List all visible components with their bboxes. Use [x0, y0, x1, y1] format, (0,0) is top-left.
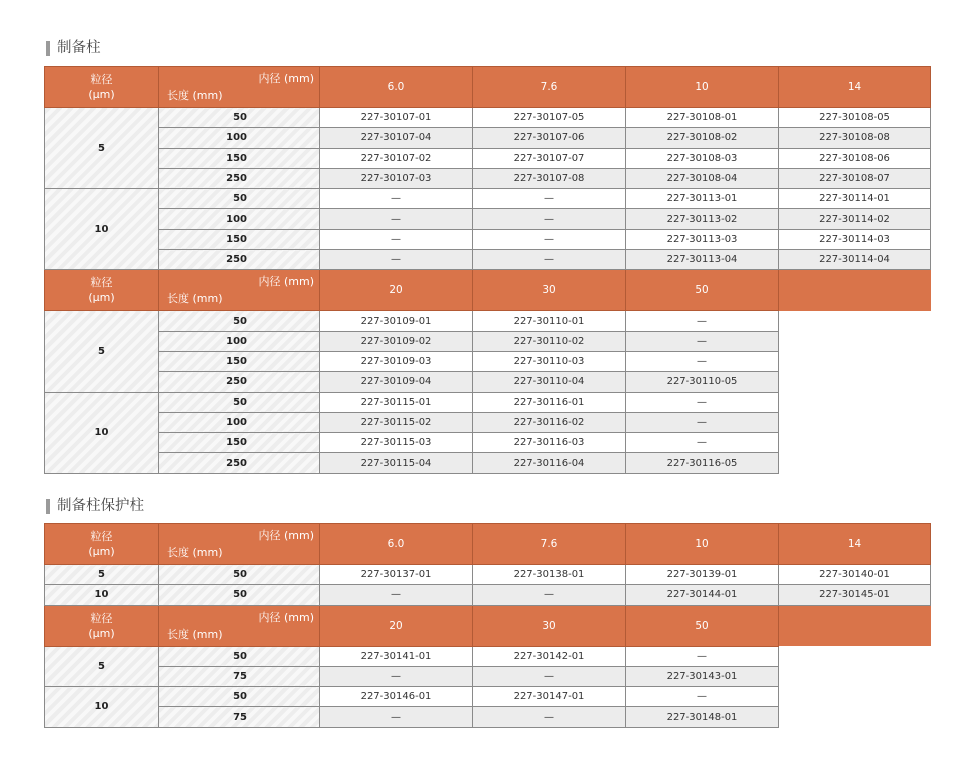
header-row	[45, 67, 931, 108]
part-number-cell: 227-30146-01	[320, 687, 473, 707]
empty-cell	[779, 666, 931, 686]
part-number-cell: 227-30107-02	[320, 148, 473, 168]
title-marker	[46, 499, 50, 514]
part-number-cell: 227-30116-01	[473, 392, 626, 412]
length-cell: 50	[159, 585, 320, 605]
empty-cell	[779, 372, 931, 392]
inner-diameter-col-header: 14	[779, 67, 931, 108]
empty-cell	[779, 687, 931, 707]
part-number-cell: 227-30109-02	[320, 331, 473, 351]
part-number-cell: 227-30113-02	[626, 209, 779, 229]
part-number-cell: 227-30108-02	[626, 128, 779, 148]
part-number-cell: 227-30107-08	[473, 168, 626, 188]
part-number-cell: —	[473, 707, 626, 727]
part-number-cell: —	[473, 189, 626, 209]
part-number-cell: 227-30109-04	[320, 372, 473, 392]
part-number-cell: 227-30114-04	[779, 250, 931, 270]
table-row	[45, 707, 931, 727]
part-number-cell: —	[473, 229, 626, 249]
empty-cell	[779, 270, 931, 311]
inner-diameter-col-header: 14	[779, 524, 931, 565]
part-number-cell: 227-30108-07	[779, 168, 931, 188]
particle-size-cell: 5	[45, 565, 159, 585]
part-number-cell: —	[626, 412, 779, 432]
header-row	[45, 605, 931, 646]
empty-cell	[779, 433, 931, 453]
length-label: 长度 (mm)	[167, 546, 223, 559]
particle-size-header: 粒径 (µm)	[45, 524, 159, 565]
table-row	[45, 189, 931, 209]
particle-size-cell: 5	[45, 311, 159, 392]
length-cell: 150	[159, 229, 320, 249]
prep-column-table	[44, 66, 931, 474]
length-cell: 250	[159, 250, 320, 270]
part-number-cell: 227-30116-04	[473, 453, 626, 473]
empty-cell	[779, 453, 931, 473]
inner-diameter-label: 内径 (mm)	[258, 610, 314, 624]
section-title-text: 制备柱	[57, 40, 101, 56]
inner-diameter-col-header: 6.0	[320, 524, 473, 565]
part-number-cell: —	[626, 351, 779, 371]
inner-diameter-col-header: 50	[626, 270, 779, 311]
part-number-cell: 227-30107-07	[473, 148, 626, 168]
inner-diameter-col-header: 10	[626, 67, 779, 108]
guard-column-table	[44, 523, 931, 728]
part-number-cell: 227-30116-05	[626, 453, 779, 473]
title-marker	[46, 41, 50, 56]
particle-size-cell: 10	[45, 392, 159, 473]
length-cell: 150	[159, 433, 320, 453]
part-number-cell: 227-30108-04	[626, 168, 779, 188]
inner-diameter-col-header: 6.0	[320, 67, 473, 108]
particle-size-cell: 10	[45, 687, 159, 728]
length-cell: 50	[159, 392, 320, 412]
part-number-cell: 227-30143-01	[626, 666, 779, 686]
part-number-cell: 227-30114-03	[779, 229, 931, 249]
part-number-cell: —	[473, 585, 626, 605]
id-length-header	[159, 605, 320, 646]
part-number-cell: 227-30147-01	[473, 687, 626, 707]
part-number-cell: 227-30141-01	[320, 646, 473, 666]
inner-diameter-col-header: 7.6	[473, 67, 626, 108]
part-number-cell: 227-30114-02	[779, 209, 931, 229]
part-number-cell: 227-30139-01	[626, 565, 779, 585]
inner-diameter-col-header: 50	[626, 605, 779, 646]
part-number-cell: 227-30108-06	[779, 148, 931, 168]
inner-diameter-col-header: 30	[473, 270, 626, 311]
table-row	[45, 433, 931, 453]
particle-size-header: 粒径 (µm)	[45, 270, 159, 311]
inner-diameter-label: 内径 (mm)	[258, 529, 314, 542]
empty-cell	[779, 605, 931, 646]
part-number-cell: —	[626, 433, 779, 453]
length-label: 长度 (mm)	[167, 89, 223, 102]
length-cell: 250	[159, 372, 320, 392]
part-number-cell: 227-30115-02	[320, 412, 473, 432]
length-cell: 50	[159, 311, 320, 331]
length-cell: 100	[159, 209, 320, 229]
inner-diameter-col-header: 20	[320, 270, 473, 311]
part-number-cell: —	[473, 209, 626, 229]
inner-diameter-col-header: 20	[320, 605, 473, 646]
length-cell: 100	[159, 331, 320, 351]
table-row	[45, 209, 931, 229]
table-row	[45, 687, 931, 707]
part-number-cell: 227-30110-01	[473, 311, 626, 331]
header-row	[45, 270, 931, 311]
part-number-cell: 227-30109-01	[320, 311, 473, 331]
part-number-cell: 227-30113-04	[626, 250, 779, 270]
table-row	[45, 412, 931, 432]
part-number-cell: 227-30145-01	[779, 585, 931, 605]
part-number-cell: —	[626, 331, 779, 351]
length-cell: 50	[159, 189, 320, 209]
table-row	[45, 331, 931, 351]
table-row	[45, 646, 931, 666]
part-number-cell: 227-30138-01	[473, 565, 626, 585]
inner-diameter-col-header: 10	[626, 524, 779, 565]
table-row	[45, 585, 931, 605]
length-cell: 150	[159, 351, 320, 371]
id-length-header	[159, 524, 320, 565]
empty-cell	[779, 311, 931, 331]
part-number-cell: —	[626, 392, 779, 412]
empty-cell	[779, 331, 931, 351]
part-number-cell: 227-30107-06	[473, 128, 626, 148]
particle-size-cell: 5	[45, 646, 159, 687]
part-number-cell: —	[320, 585, 473, 605]
inner-diameter-col-header: 30	[473, 605, 626, 646]
table-row	[45, 565, 931, 585]
part-number-cell: 227-30110-04	[473, 372, 626, 392]
length-cell: 50	[159, 687, 320, 707]
part-number-cell: —	[626, 646, 779, 666]
part-number-cell: —	[626, 687, 779, 707]
length-cell: 250	[159, 168, 320, 188]
part-number-cell: 227-30108-01	[626, 108, 779, 128]
length-cell: 100	[159, 412, 320, 432]
part-number-cell: 227-30116-03	[473, 433, 626, 453]
part-number-cell: 227-30115-01	[320, 392, 473, 412]
empty-cell	[779, 351, 931, 371]
part-number-cell: 227-30140-01	[779, 565, 931, 585]
length-cell: 50	[159, 565, 320, 585]
id-length-header	[159, 67, 320, 108]
part-number-cell: 227-30108-05	[779, 108, 931, 128]
empty-cell	[779, 707, 931, 727]
part-number-cell: —	[320, 666, 473, 686]
part-number-cell: —	[320, 707, 473, 727]
part-number-cell: —	[320, 229, 473, 249]
part-number-cell: 227-30116-02	[473, 412, 626, 432]
part-number-cell: 227-30107-01	[320, 108, 473, 128]
part-number-cell: —	[473, 250, 626, 270]
length-cell: 250	[159, 453, 320, 473]
part-number-cell: 227-30110-03	[473, 351, 626, 371]
section-title-guard-column	[46, 496, 144, 516]
empty-cell	[779, 646, 931, 666]
inner-diameter-col-header: 7.6	[473, 524, 626, 565]
part-number-cell: —	[473, 666, 626, 686]
part-number-cell: —	[320, 189, 473, 209]
part-number-cell: 227-30115-04	[320, 453, 473, 473]
part-number-cell: 227-30108-03	[626, 148, 779, 168]
table-row	[45, 351, 931, 371]
part-number-cell: 227-30107-05	[473, 108, 626, 128]
length-cell: 50	[159, 108, 320, 128]
empty-cell	[779, 412, 931, 432]
table-row	[45, 666, 931, 686]
part-number-cell: 227-30110-05	[626, 372, 779, 392]
table-row	[45, 148, 931, 168]
length-cell: 75	[159, 666, 320, 686]
part-number-cell: 227-30108-08	[779, 128, 931, 148]
table-row	[45, 392, 931, 412]
length-label: 长度 (mm)	[167, 627, 223, 641]
part-number-cell: 227-30107-03	[320, 168, 473, 188]
table-row	[45, 250, 931, 270]
empty-cell	[779, 392, 931, 412]
part-number-cell: 227-30144-01	[626, 585, 779, 605]
part-number-cell: 227-30115-03	[320, 433, 473, 453]
part-number-cell: 227-30113-01	[626, 189, 779, 209]
part-number-cell: 227-30142-01	[473, 646, 626, 666]
table-row	[45, 128, 931, 148]
section-title-text: 制备柱保护柱	[57, 498, 144, 514]
particle-size-cell: 10	[45, 585, 159, 605]
table-row	[45, 372, 931, 392]
particle-size-cell: 10	[45, 189, 159, 270]
part-number-cell: 227-30137-01	[320, 565, 473, 585]
table-row	[45, 108, 931, 128]
table-row	[45, 229, 931, 249]
table-row	[45, 311, 931, 331]
part-number-cell: 227-30113-03	[626, 229, 779, 249]
particle-size-header: 粒径 (µm)	[45, 605, 159, 646]
id-length-header	[159, 270, 320, 311]
part-number-cell: —	[626, 311, 779, 331]
part-number-cell: 227-30109-03	[320, 351, 473, 371]
header-row	[45, 524, 931, 565]
length-label: 长度 (mm)	[167, 292, 223, 306]
part-number-cell: 227-30107-04	[320, 128, 473, 148]
particle-size-cell: 5	[45, 108, 159, 189]
table-row	[45, 168, 931, 188]
inner-diameter-label: 内径 (mm)	[258, 72, 314, 85]
inner-diameter-label: 内径 (mm)	[258, 275, 314, 289]
length-cell: 150	[159, 148, 320, 168]
part-number-cell: —	[320, 250, 473, 270]
part-number-cell: 227-30148-01	[626, 707, 779, 727]
part-number-cell: 227-30110-02	[473, 331, 626, 351]
length-cell: 100	[159, 128, 320, 148]
particle-size-header: 粒径 (µm)	[45, 67, 159, 108]
part-number-cell: —	[320, 209, 473, 229]
part-number-cell: 227-30114-01	[779, 189, 931, 209]
table-row	[45, 453, 931, 473]
length-cell: 75	[159, 707, 320, 727]
section-title-prep-column	[46, 38, 101, 58]
length-cell: 50	[159, 646, 320, 666]
